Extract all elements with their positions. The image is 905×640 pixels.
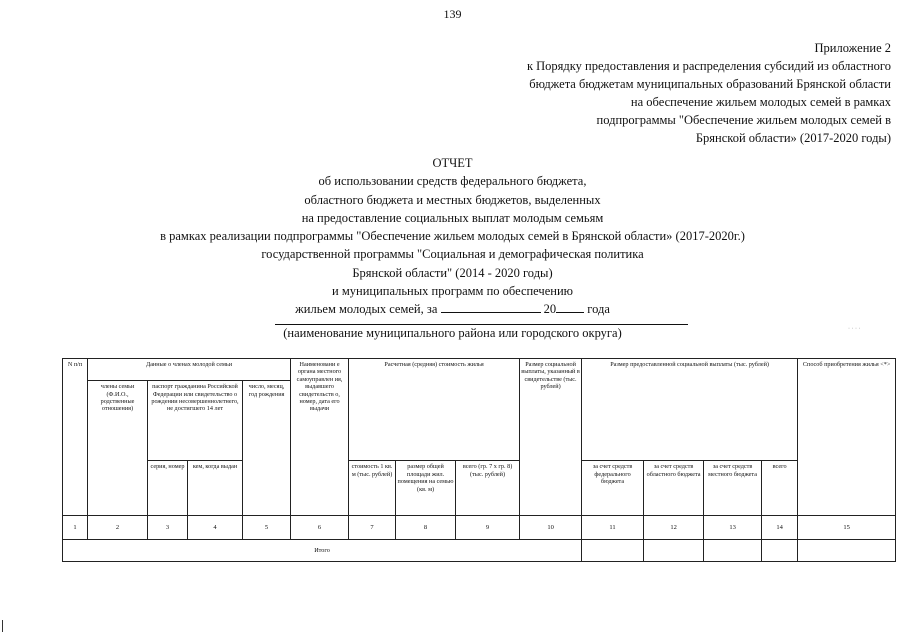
header-federal: за счет средств федерального бюджета xyxy=(582,461,644,515)
header-birth-date: число, месяц, год рождения xyxy=(243,381,291,516)
header-num: N п/п xyxy=(63,359,88,516)
period-blank xyxy=(441,300,541,313)
column-number: 7 xyxy=(349,515,396,539)
scan-dots: · · · · xyxy=(848,326,861,332)
period-prefix: жильем молодых семей, за xyxy=(295,302,438,317)
header-provided-payment: Размер предоставленной социальной выплаты (тыс. рублей) xyxy=(582,359,798,461)
header-issued-by: кем, когда выдан xyxy=(188,461,243,515)
header-calc-cost: Расчетная (средняя) стоимость жилья xyxy=(349,359,520,461)
report-title-block xyxy=(0,154,905,319)
column-number: 9 xyxy=(456,515,520,539)
column-number: 1 xyxy=(63,515,88,539)
appendix-line: Брянской области» (2017-2020 годы) xyxy=(695,131,891,145)
report-title-line: Брянской области" (2014 - 2020 годы) xyxy=(352,265,553,280)
column-number: 14 xyxy=(762,515,798,539)
scan-mark xyxy=(2,620,3,632)
district-underline xyxy=(275,324,688,325)
header-series-number: серия, номер xyxy=(148,461,188,515)
column-number: 10 xyxy=(520,515,582,539)
header-regional: за счет средств областного бюджета xyxy=(644,461,704,515)
header-method: Способ приобретения жилья <*> xyxy=(798,359,896,516)
header-local: за счет средств местного бюджета xyxy=(704,461,762,515)
column-number: 4 xyxy=(188,515,243,539)
column-number: 13 xyxy=(704,515,762,539)
report-title-line: областного бюджета и местных бюджетов, выделенных xyxy=(304,192,601,207)
appendix-block xyxy=(421,39,891,147)
header-passport: паспорт гражданина Российской Федерации или свидетельство о рождении несовершеннолетнего, не достигшего 14 лет xyxy=(148,381,243,461)
header-cost-per-m2: стоимость 1 кв. м (тыс. рублей) xyxy=(349,461,396,515)
column-number: 5 xyxy=(243,515,291,539)
header-area: размер общей площади жил. помещения на семью (кв. м) xyxy=(396,461,456,515)
column-number: 2 xyxy=(88,515,148,539)
header-total-cost: всего (гр. 7 x гр. 8) (тыс. рублей) xyxy=(456,461,520,515)
column-number: 15 xyxy=(798,515,896,539)
column-number: 6 xyxy=(291,515,349,539)
column-number: 11 xyxy=(582,515,644,539)
total-regional-cell xyxy=(644,539,704,561)
header-family-data: Данные о членах молодой семьи xyxy=(88,359,291,381)
report-title-line: в рамках реализации подпрограммы "Обеспечение жильем молодых семей в Брянской области» (2017-2020г.) xyxy=(160,229,745,244)
report-title-line: и муниципальных программ по обеспечению xyxy=(332,284,573,299)
report-heading: ОТЧЕТ xyxy=(432,156,473,170)
report-title-line: на предоставление социальных выплат молодым семьям xyxy=(301,210,604,225)
header-family-members: члены семьи (Ф.И.О., родственные отношения) xyxy=(88,381,148,516)
report-table xyxy=(62,358,896,562)
district-label: (наименование муниципального района или городского округа) xyxy=(283,326,622,340)
appendix-line: подпрограммы "Обеспечение жильем молодых семей в xyxy=(596,113,891,127)
report-title-line: государственной программы "Социальная и демографическая политика xyxy=(261,247,644,262)
column-number: 8 xyxy=(396,515,456,539)
column-number: 12 xyxy=(644,515,704,539)
header-payment-size: Размер социальной выплаты, указанный в свидетельстве (тыс. рублей) xyxy=(520,359,582,516)
total-sum-cell xyxy=(762,539,798,561)
appendix-line: Приложение 2 xyxy=(814,41,891,55)
appendix-line: бюджета бюджетам муниципальных образований Брянской области xyxy=(529,77,891,91)
header-authority: Наименовани е органа местного самоуправлен ия, выдавшего свидетельств о, номер, дата его выдачи xyxy=(291,359,349,516)
year-blank xyxy=(556,300,584,313)
period-suffix: года xyxy=(587,302,610,317)
total-label: Итого xyxy=(63,539,582,561)
header-total: всего xyxy=(762,461,798,515)
report-period-line xyxy=(0,300,905,318)
appendix-line: к Порядку предоставления и распределения субсидий из областного xyxy=(526,59,891,73)
total-local-cell xyxy=(704,539,762,561)
total-federal-cell xyxy=(582,539,644,561)
appendix-line: на обеспечение жильем молодых семей в рамках xyxy=(630,95,891,109)
total-row xyxy=(63,539,896,561)
report-title-line: об использовании средств федерального бюджета, xyxy=(318,174,587,189)
column-number: 3 xyxy=(148,515,188,539)
total-method-cell xyxy=(798,539,896,561)
page-number: 139 xyxy=(443,7,462,21)
period-year-prefix: 20 xyxy=(543,302,557,317)
